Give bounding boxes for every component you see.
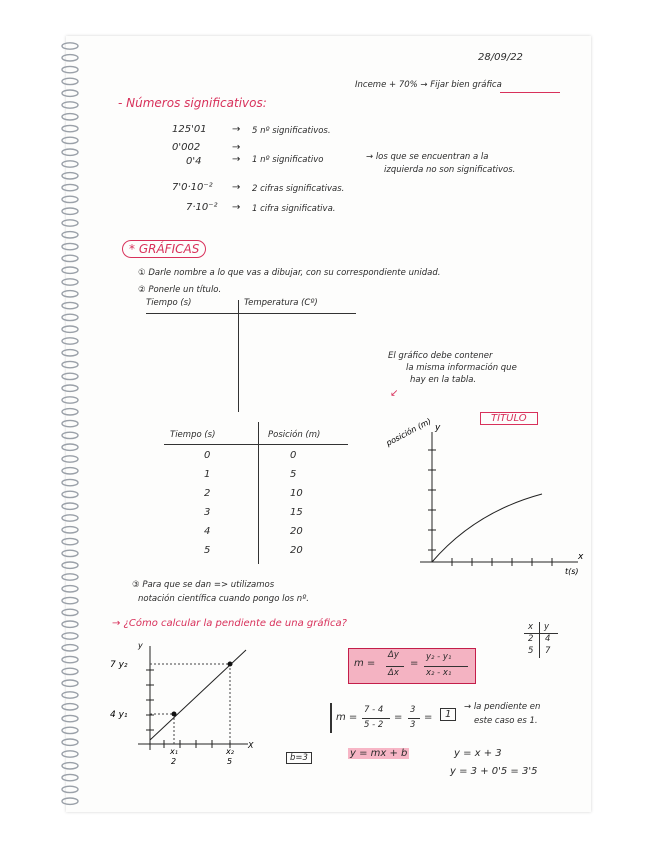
sig-value: 7·10⁻² (186, 202, 218, 213)
spiral-ring (62, 727, 78, 733)
formula-dx: Δx (388, 668, 399, 678)
xy-cell: 2 (528, 634, 534, 644)
label-y-axis: y (138, 641, 143, 650)
formula-den: x₂ - x₁ (426, 668, 452, 678)
spiral-ring (62, 184, 78, 190)
table1-col2: Temperatura (Cº) (244, 298, 318, 308)
note-3: hay en la tabla. (410, 375, 477, 385)
xy-cell: 5 (528, 646, 534, 656)
spiral-ring (62, 692, 78, 698)
plot-curve (432, 494, 542, 562)
frac-line (408, 718, 420, 719)
calc-note-2: este caso es 1. (474, 716, 538, 726)
slope-question: → ¿Cómo calcular la pendiente de una gráfica? (112, 618, 347, 629)
spiral-ring (62, 656, 78, 662)
table2-cell-time: 3 (204, 507, 211, 518)
spiral-ring (62, 66, 78, 72)
spiral-ring (62, 432, 78, 438)
table2-cell-time: 0 (204, 450, 211, 461)
plot-y-symbol: y (435, 423, 441, 433)
label-y1: 4 y₁ (110, 710, 128, 720)
table2-divider (258, 422, 259, 564)
spiral-ring (62, 220, 78, 226)
sig-value: 7'0·10⁻² (172, 182, 213, 193)
spiral-ring (62, 196, 78, 202)
eq-eval: y = 3 + 0'5 = 3'5 (450, 766, 538, 777)
calc-m: m = (336, 712, 358, 723)
table2-cell-position: 20 (290, 526, 303, 537)
plot-title: TÍTULO (480, 412, 538, 425)
label-x1: x₁ (170, 747, 178, 756)
spiral-ring (62, 255, 78, 261)
spiral-ring (62, 550, 78, 556)
xy-header-x: x (528, 622, 534, 632)
spiral-ring (62, 373, 78, 379)
label-x2-val: 5 (227, 757, 233, 766)
spiral-ring (62, 409, 78, 415)
calc-eq2: = (424, 712, 433, 723)
eq-general (348, 748, 409, 759)
spiral-ring (62, 444, 78, 450)
xy-header-y: y (544, 622, 550, 632)
spiral-ring (62, 468, 78, 474)
sig-value: 125'01 (172, 124, 207, 135)
sig-result: 1 cifra significativa. (252, 204, 336, 214)
spiral-ring (62, 243, 78, 249)
sig-result: 5 nº significativos. (252, 126, 331, 136)
calc-result: 1 (440, 708, 456, 721)
b-label: b=3 (286, 752, 312, 764)
position-time-plot (380, 412, 590, 582)
table2-col2: Posición (m) (268, 430, 321, 440)
table2-cell-time: 4 (204, 526, 211, 537)
sig-value: 0'002 (172, 142, 201, 153)
date: 28/09/22 (478, 52, 523, 63)
spiral-ring (62, 90, 78, 96)
spiral-ring (62, 114, 78, 120)
sig-value: 0'4 (186, 156, 202, 167)
spiral-ring (62, 55, 78, 61)
sig-result: 1 nº significativo (252, 155, 324, 165)
spiral-binding (58, 40, 82, 810)
calc-den2: 3 (410, 720, 416, 730)
spiral-ring (62, 78, 78, 84)
calc-note-1: → la pendiente en (464, 702, 541, 712)
step-2: ② Ponerle un título. (138, 285, 222, 295)
spiral-ring (62, 173, 78, 179)
spiral-ring (62, 208, 78, 214)
spiral-ring (62, 125, 78, 131)
formula-m: m = (354, 658, 376, 669)
spiral-ring (62, 704, 78, 710)
frac-line (424, 666, 468, 667)
plot-ylabel: posición (m) (384, 416, 433, 448)
spiral-ring (62, 232, 78, 238)
spiral-ring (62, 515, 78, 521)
spiral-ring (62, 267, 78, 273)
spiral-ring (62, 302, 78, 308)
spiral-ring (62, 338, 78, 344)
spiral-ring (62, 161, 78, 167)
spiral-ring (62, 621, 78, 627)
spiral-ring (62, 527, 78, 533)
table2-header-line (164, 444, 348, 445)
eq-specific: y = x + 3 (454, 748, 502, 759)
spiral-ring (62, 350, 78, 356)
spiral-ring (62, 774, 78, 780)
sig-arrow: → (232, 202, 241, 213)
spiral-ring (62, 715, 78, 721)
side-note-1: → los que se encuentran a la (366, 152, 489, 162)
formula-dy: Δy (388, 650, 399, 660)
note-1: El gráfico debe contener (388, 351, 493, 361)
calc-num2: 3 (410, 705, 416, 715)
table2-col1: Tiempo (s) (170, 430, 216, 440)
header-underline (500, 92, 560, 93)
spiral-ring (62, 609, 78, 615)
spiral-ring (62, 385, 78, 391)
sig-arrow: → (232, 142, 241, 153)
spiral-ring (62, 645, 78, 651)
spiral-ring (62, 102, 78, 108)
spiral-ring (62, 491, 78, 497)
spiral-ring (62, 137, 78, 143)
sig-arrow: → (232, 154, 241, 165)
spiral-ring (62, 479, 78, 485)
spiral-ring (62, 149, 78, 155)
table2-cell-position: 20 (290, 545, 303, 556)
spiral-ring (62, 751, 78, 757)
sig-result: 2 cifras significativas. (252, 184, 345, 194)
sig-arrow: → (232, 182, 241, 193)
note-arrow-icon: ↙ (390, 388, 399, 399)
spiral-ring (62, 503, 78, 509)
calc-eq: = (394, 712, 403, 723)
step-3-line2: notación científica cuando pongo los nº. (138, 594, 309, 604)
header-note: Inceme + 70% → Fijar bien gráfica (355, 80, 502, 90)
spiral-ring (62, 633, 78, 639)
frac-line (362, 718, 390, 719)
spiral-ring (62, 668, 78, 674)
xy-cell: 7 (545, 646, 551, 656)
spiral-ring (62, 43, 78, 49)
note-2: la misma información que (406, 363, 517, 373)
table2-cell-position: 15 (290, 507, 303, 518)
sig-arrow: → (232, 124, 241, 135)
spiral-ring (62, 798, 78, 804)
spiral-ring (62, 420, 78, 426)
label-x-axis: X (248, 741, 254, 750)
side-note-2: izquierda no son significativos. (384, 165, 516, 175)
calc-num1: 7 - 4 (364, 705, 384, 715)
spiral-ring (62, 574, 78, 580)
sig-figs-title: - Números significativos: (118, 96, 267, 110)
formula-eq: = (410, 658, 419, 669)
spiral-ring (62, 279, 78, 285)
spiral-ring (62, 291, 78, 297)
table1-col1: Tiempo (s) (146, 298, 192, 308)
spiral-ring (62, 361, 78, 367)
point-2 (228, 662, 233, 667)
xy-divider (539, 622, 540, 658)
graphs-title: * GRÁFICAS (122, 240, 206, 258)
plot-x-symbol: x (578, 552, 584, 562)
frac-line (386, 666, 404, 667)
label-y2: 7 y₂ (110, 660, 128, 670)
plot-x-unit: t(s) (565, 567, 579, 576)
step-1: ① Darle nombre a lo que vas a dibujar, con su correspondiente unidad. (138, 268, 441, 278)
spiral-ring (62, 786, 78, 792)
eq-general-text: y = mx + b (350, 748, 408, 759)
formula-num: y₂ - y₁ (426, 652, 452, 662)
label-x2: x₂ (226, 747, 234, 756)
spiral-ring (62, 586, 78, 592)
spiral-ring (62, 739, 78, 745)
spiral-ring (62, 397, 78, 403)
table2-cell-time: 5 (204, 545, 211, 556)
spiral-ring (62, 326, 78, 332)
table2-cell-position: 10 (290, 488, 303, 499)
spiral-ring (62, 538, 78, 544)
table2-cell-time: 1 (204, 469, 211, 480)
table1-header-line (146, 313, 356, 314)
spiral-ring (62, 763, 78, 769)
point-1 (172, 712, 177, 717)
table2-cell-position: 0 (290, 450, 297, 461)
label-x1-val: 2 (171, 757, 177, 766)
spiral-ring (62, 680, 78, 686)
xy-cell: 4 (545, 634, 551, 644)
spiral-ring (62, 562, 78, 568)
table1-divider (238, 300, 239, 412)
step-3-line1: ③ Para que se dan => utilizamos (132, 580, 275, 590)
spiral-ring (62, 456, 78, 462)
calc-den1: 5 - 2 (364, 720, 384, 730)
spiral-ring (62, 314, 78, 320)
table2-cell-position: 5 (290, 469, 297, 480)
spiral-ring (62, 597, 78, 603)
table2-cell-time: 2 (204, 488, 211, 499)
slope-graph (108, 640, 258, 768)
